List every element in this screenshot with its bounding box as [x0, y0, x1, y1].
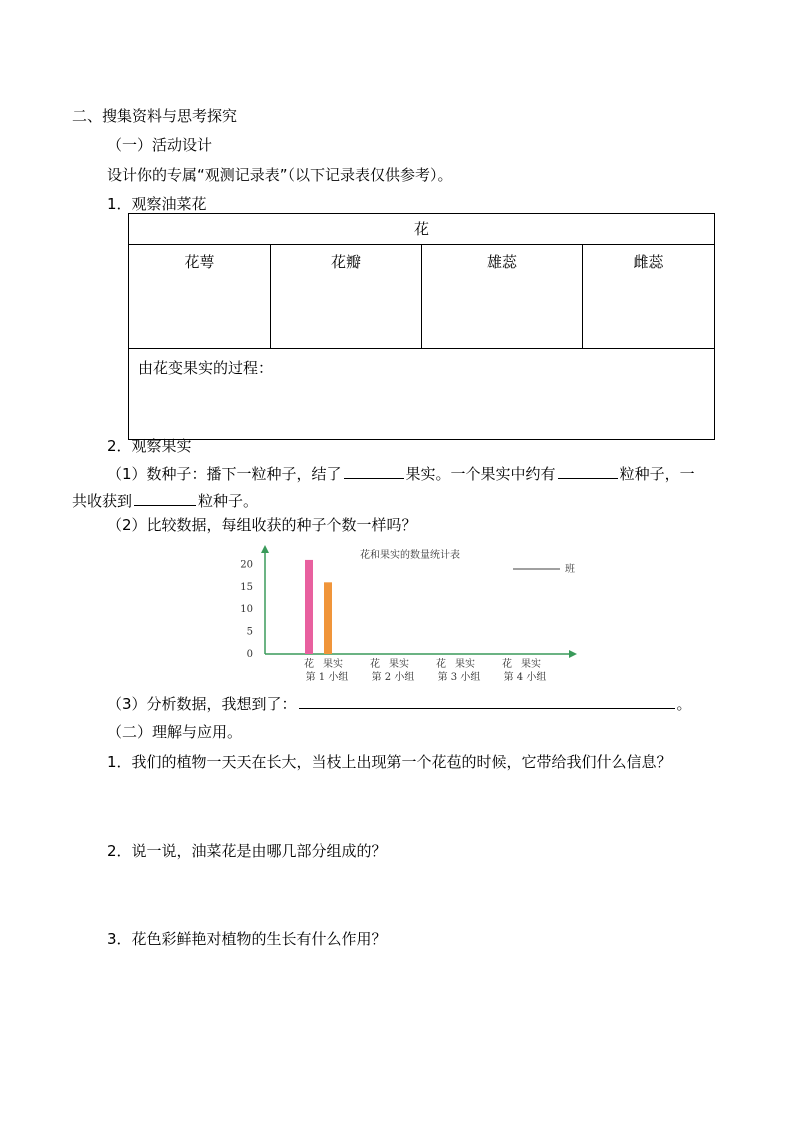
x-category-label: 第 4 小组: [503, 672, 547, 683]
item2-title: 2．观察果实: [107, 437, 192, 455]
question-2: 2．说一说，油菜花是由哪几部分组成的？: [107, 842, 387, 860]
q2-text: （2）比较数据，每组收获的种子个数一样吗？: [107, 516, 417, 534]
chart-y-ticks: [240, 559, 253, 660]
seed-count-chart: [235, 545, 585, 685]
y-tick-label: 20: [240, 559, 253, 571]
section-title: 二、搜集资料与思考探究: [72, 107, 238, 125]
y-tick-label: 5: [246, 626, 253, 638]
table-header-flower: 花: [129, 214, 715, 245]
x-sub-label-fruit: 果实: [455, 659, 475, 670]
part1-heading: （一）活动设计: [107, 136, 213, 154]
table-cell-sepal[interactable]: 花萼: [129, 245, 271, 349]
question-1: 1．我们的植物一天天在长大，当枝上出现第一个花苞的时候，它带给我们什么信息？: [107, 753, 672, 771]
x-sub-label-fruit: 果实: [389, 659, 409, 670]
q1-text-c: 粒种子，一: [619, 465, 695, 483]
x-category-label: 第 3 小组: [437, 672, 481, 683]
chart-title: 花和果实的数量统计表: [360, 550, 460, 561]
q1-line2: [72, 491, 258, 511]
bar-果实-1: [324, 582, 332, 654]
blank-analysis[interactable]: [299, 694, 675, 709]
question-3: 3．花色彩鲜艳对植物的生长有什么作用？: [107, 930, 387, 948]
x-sub-label-flower: 花: [502, 659, 512, 670]
bar-花-1: [305, 560, 313, 654]
x-sub-label-fruit: 果实: [323, 659, 343, 670]
class-label: 班: [565, 564, 575, 575]
q1-text-b: 果实。一个果实中约有: [405, 465, 556, 483]
blank-seeds-per-fruit[interactable]: [558, 464, 618, 479]
chart-x-labels: [304, 657, 546, 683]
y-tick-label: 0: [246, 649, 253, 660]
x-sub-label-flower: 花: [436, 659, 446, 670]
y-axis-arrow: [261, 545, 269, 553]
q1-text-a: （1）数种子：播下一粒种子，结了: [107, 465, 342, 483]
x-sub-label-flower: 花: [304, 659, 314, 670]
q1-text-d: 共收获到: [72, 492, 133, 510]
table-cell-pistil[interactable]: 雌蕊: [583, 245, 715, 349]
q3-line: [107, 694, 692, 714]
x-sub-label-fruit: 果实: [521, 659, 541, 670]
item1-title: 1．观察油菜花: [107, 195, 207, 213]
x-axis-arrow: [569, 650, 577, 658]
blank-fruit-count[interactable]: [344, 464, 404, 479]
x-sub-label-flower: 花: [370, 659, 380, 670]
chart-bars: [305, 560, 332, 654]
intro-text: 设计你的专属“观测记录表”（以下记录表仅供参考）。: [107, 166, 453, 184]
observation-table: [128, 213, 715, 440]
y-tick-label: 15: [240, 581, 253, 593]
x-category-label: 第 1 小组: [305, 672, 349, 683]
y-tick-label: 10: [240, 604, 253, 616]
table-cell-stamen[interactable]: 雄蕊: [422, 245, 583, 349]
blank-total-seeds[interactable]: [134, 491, 196, 506]
q1-line1: [107, 464, 695, 484]
table-cell-petal[interactable]: 花瓣: [271, 245, 422, 349]
q3-text-b: 。: [676, 695, 692, 713]
part2-heading: （二）理解与应用。: [107, 723, 243, 741]
x-category-label: 第 2 小组: [371, 672, 415, 683]
table-cell-process[interactable]: 由花变果实的过程：: [129, 349, 715, 440]
q3-text-a: （3）分析数据，我想到了：: [107, 695, 297, 713]
q1-text-e: 粒种子。: [198, 492, 259, 510]
